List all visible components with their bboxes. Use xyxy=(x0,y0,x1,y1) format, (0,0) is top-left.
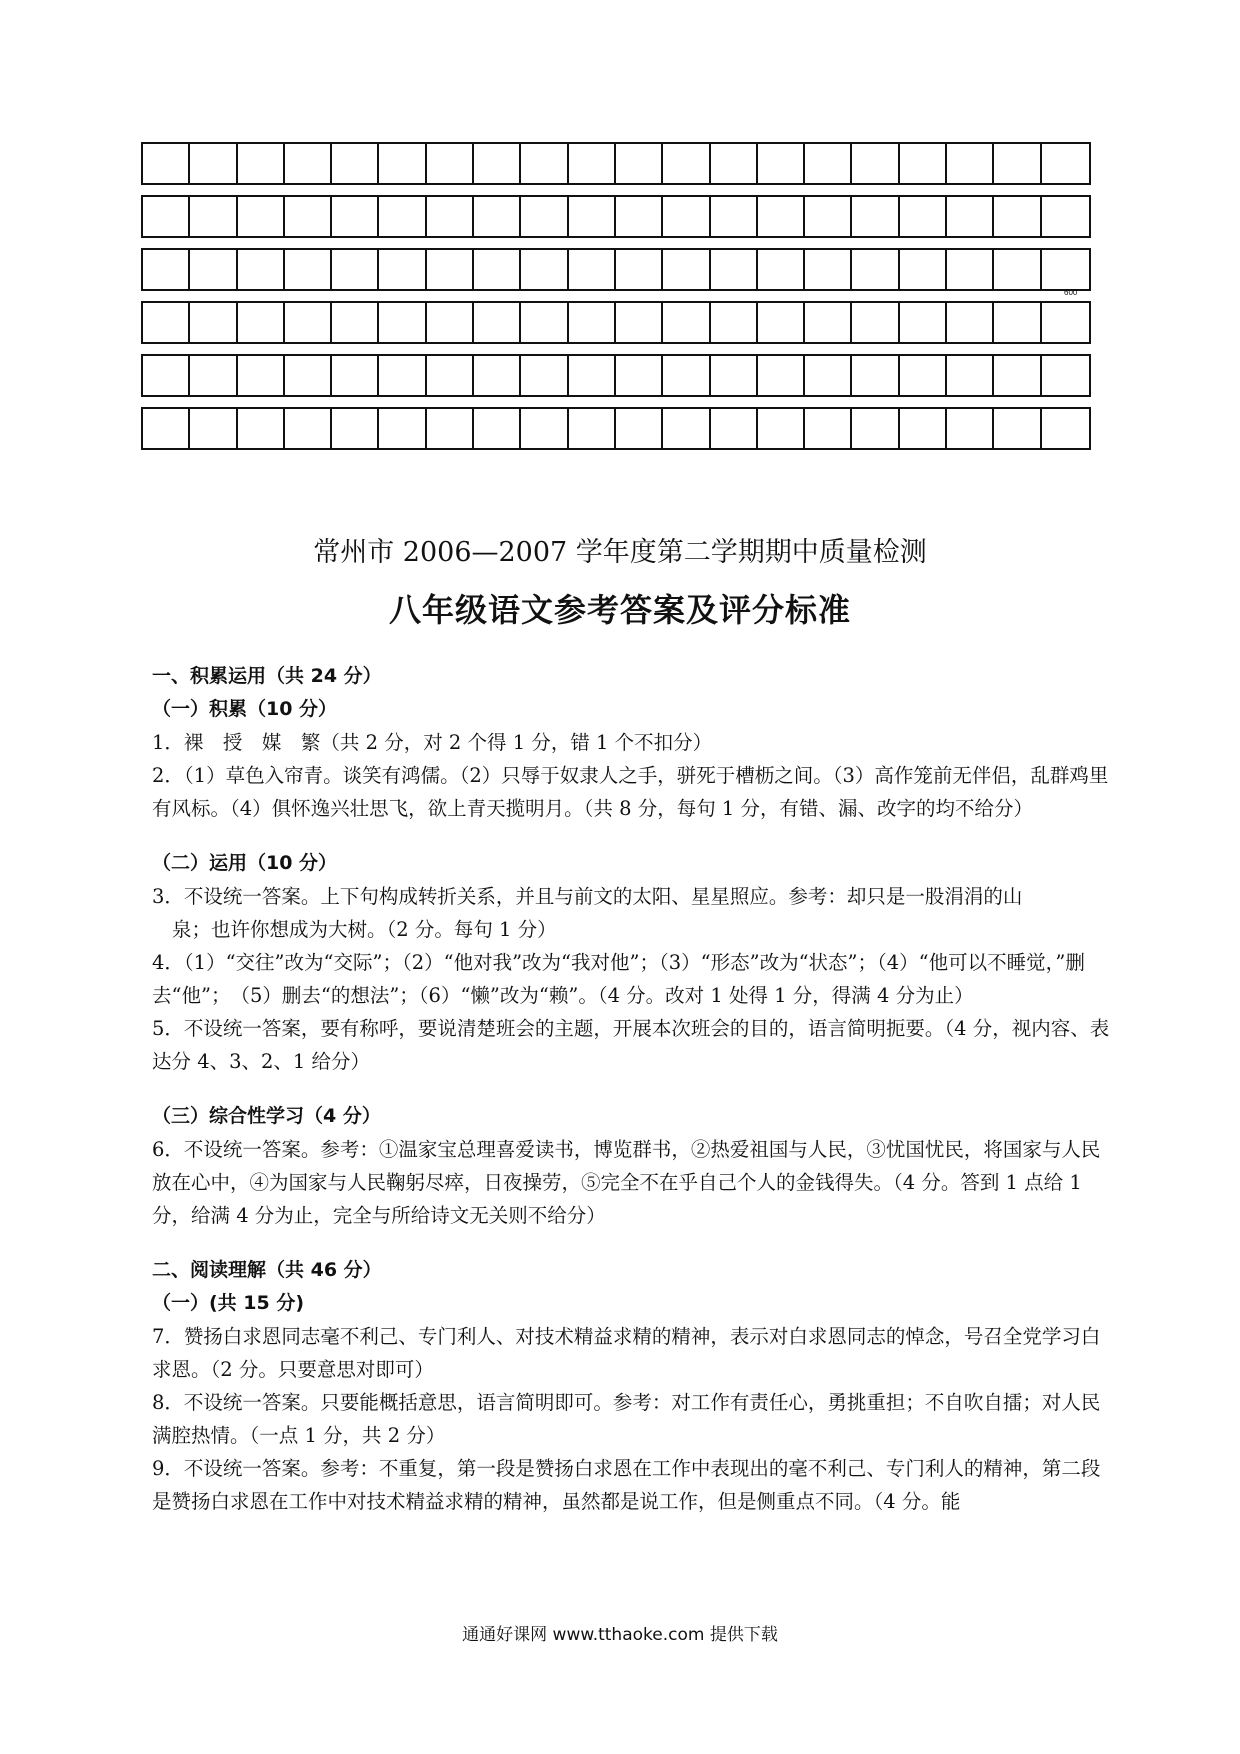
grid-cell xyxy=(190,250,237,289)
grid-cell xyxy=(616,144,663,183)
grid-cell xyxy=(521,197,568,236)
grid-cell xyxy=(663,197,710,236)
grid-cell xyxy=(238,144,285,183)
grid-cell xyxy=(238,356,285,395)
grid-cell xyxy=(711,356,758,395)
grid-cell xyxy=(994,303,1041,342)
grid-cell xyxy=(947,197,994,236)
grid-cell xyxy=(474,356,521,395)
grid-cell xyxy=(711,250,758,289)
grid-cell xyxy=(852,303,899,342)
grid-cell xyxy=(379,144,426,183)
answer-item: 9．不设统一答案。参考：不重复，第一段是赞扬白求恩在工作中表现出的毫不利己、专门利人的精神，第二段是赞扬白求恩在工作中对技术精益求精的精神，虽然都是说工作，但是侧重点不同。（4 分。能 xyxy=(152,1457,1101,1513)
grid-cell xyxy=(521,144,568,183)
grid-cell xyxy=(994,356,1041,395)
grid-cell xyxy=(900,409,947,448)
grid-cell xyxy=(758,409,805,448)
grid-cell xyxy=(474,197,521,236)
grid-cell xyxy=(474,409,521,448)
grid-cell xyxy=(143,409,190,448)
grid-cell xyxy=(379,356,426,395)
grid-cell xyxy=(190,197,237,236)
grid-cell xyxy=(994,409,1041,448)
grid-cell xyxy=(285,356,332,395)
grid-cell xyxy=(190,144,237,183)
exam-heading: 常州市 2006—2007 学年度第二学期期中质量检测 xyxy=(313,537,927,568)
grid-cell xyxy=(805,144,852,183)
grid-cell xyxy=(521,250,568,289)
grid-cell xyxy=(569,409,616,448)
answer-key-body xyxy=(152,660,1114,1518)
grid-cell xyxy=(427,250,474,289)
grid-cell xyxy=(569,144,616,183)
grid-cell xyxy=(238,303,285,342)
grid-cell xyxy=(616,409,663,448)
grid-cell xyxy=(616,250,663,289)
grid-cell xyxy=(947,409,994,448)
grid-cell xyxy=(758,250,805,289)
grid-count-marker: 600 xyxy=(1064,288,1078,297)
grid-cell xyxy=(569,197,616,236)
grid-cell xyxy=(758,356,805,395)
grid-cell xyxy=(1042,144,1089,183)
grid-cell xyxy=(663,144,710,183)
grid-cell xyxy=(994,144,1041,183)
grid-cell xyxy=(427,356,474,395)
grid-cell xyxy=(521,303,568,342)
grid-cell xyxy=(521,356,568,395)
answer-item: 3．不设统一答案。上下句构成转折关系，并且与前文的太阳、星星照应。参考：却只是一股涓涓的山 xyxy=(152,885,1023,908)
grid-cell xyxy=(805,303,852,342)
grid-cell xyxy=(379,197,426,236)
grid-cell xyxy=(852,250,899,289)
grid-cell xyxy=(332,409,379,448)
grid-cell xyxy=(663,303,710,342)
grid-cell xyxy=(190,303,237,342)
grid-cell xyxy=(379,250,426,289)
answer-item: 8．不设统一答案。只要能概括意思，语言简明即可。参考：对工作有责任心，勇挑重担；不自吹自擂；对人民满腔热情。（一点 1 分，共 2 分） xyxy=(152,1391,1101,1447)
grid-cell xyxy=(238,409,285,448)
footer-credit: 通通好课网 www.tthaoke.com 提供下载 xyxy=(462,1625,778,1645)
grid-cell xyxy=(805,250,852,289)
grid-cell xyxy=(332,144,379,183)
grid-cell xyxy=(1042,356,1089,395)
grid-cell xyxy=(474,250,521,289)
grid-cell xyxy=(900,303,947,342)
grid-cell xyxy=(663,409,710,448)
subsection-heading: （一）积累（10 分） xyxy=(152,698,338,720)
grid-cell xyxy=(1042,250,1089,289)
grid-cell xyxy=(569,303,616,342)
grid-cell xyxy=(190,409,237,448)
grid-cell xyxy=(332,356,379,395)
grid-cell xyxy=(285,144,332,183)
grid-cell xyxy=(711,197,758,236)
grid-cell xyxy=(1042,197,1089,236)
grid-cell xyxy=(900,356,947,395)
grid-cell xyxy=(663,356,710,395)
writing-grid xyxy=(141,142,1091,460)
grid-cell xyxy=(569,250,616,289)
grid-cell xyxy=(143,250,190,289)
subsection-heading: （一）(共 15 分) xyxy=(152,1292,305,1314)
grid-cell xyxy=(805,409,852,448)
grid-cell xyxy=(663,250,710,289)
answer-item: 4．（1）“交往”改为“交际”；（2）“他对我”改为“我对他”；（3）“形态”改为“状态”；（4）“他可以不睡觉，”删去“他”； （5）删去“的想法”；（6）“懒”改为“赖”。（4 分。改对 1 处得 1 分，得满 4 分为止） xyxy=(152,951,1085,1007)
grid-cell xyxy=(758,144,805,183)
grid-cell xyxy=(427,409,474,448)
grid-cell xyxy=(616,303,663,342)
grid-row xyxy=(141,195,1091,238)
grid-cell xyxy=(758,197,805,236)
answer-item: 5．不设统一答案，要有称呼，要说清楚班会的主题，开展本次班会的目的，语言简明扼要。（4 分，视内容、表达分 4、3、2、1 给分） xyxy=(152,1017,1110,1073)
grid-cell xyxy=(805,356,852,395)
grid-cell xyxy=(711,409,758,448)
grid-cell xyxy=(947,356,994,395)
grid-cell xyxy=(616,356,663,395)
grid-row xyxy=(141,354,1091,397)
answer-item-continuation: 泉；也许你想成为大树。（2 分。每句 1 分） xyxy=(172,918,557,941)
section-heading: 一、积累运用（共 24 分） xyxy=(152,665,382,687)
grid-cell xyxy=(711,303,758,342)
grid-cell xyxy=(758,303,805,342)
grid-cell xyxy=(143,303,190,342)
grid-cell xyxy=(521,409,568,448)
grid-cell xyxy=(852,144,899,183)
answer-item: 2．（1）草色入帘青。谈笑有鸿儒。（2）只辱于奴隶人之手，骈死于槽枥之间。（3）高作笼前无伴侣，乱群鸡里有风标。（4）俱怀逸兴壮思飞，欲上青天揽明月。（共 8 分，每句 1 分，有错、漏、改字的均不给分） xyxy=(152,764,1109,820)
grid-cell xyxy=(474,303,521,342)
grid-cell xyxy=(143,197,190,236)
grid-cell xyxy=(427,144,474,183)
grid-cell xyxy=(994,197,1041,236)
grid-row xyxy=(141,142,1091,185)
answer-item: 7．赞扬白求恩同志毫不利己、专门利人、对技术精益求精的精神，表示对白求恩同志的悼念，号召全党学习白求恩。（2 分。只要意思对即可） xyxy=(152,1325,1101,1381)
answer-item: 1．裸 授 媒 繁（共 2 分，对 2 个得 1 分，错 1 个不扣分） xyxy=(152,731,713,754)
grid-cell xyxy=(947,144,994,183)
grid-cell xyxy=(852,409,899,448)
grid-cell xyxy=(285,409,332,448)
grid-cell xyxy=(143,144,190,183)
grid-cell xyxy=(427,197,474,236)
section-heading: 二、阅读理解（共 46 分） xyxy=(152,1259,382,1281)
grid-cell xyxy=(805,197,852,236)
grid-cell xyxy=(947,250,994,289)
grid-cell xyxy=(238,197,285,236)
grid-row xyxy=(141,407,1091,450)
grid-cell xyxy=(332,250,379,289)
grid-cell xyxy=(238,250,285,289)
grid-row xyxy=(141,248,1091,291)
grid-cell xyxy=(379,303,426,342)
grid-cell xyxy=(143,356,190,395)
grid-cell xyxy=(900,197,947,236)
grid-cell xyxy=(852,197,899,236)
grid-cell xyxy=(994,250,1041,289)
grid-cell xyxy=(900,144,947,183)
grid-cell xyxy=(616,197,663,236)
page-title: 八年级语文参考答案及评分标准 xyxy=(388,591,851,629)
grid-cell xyxy=(711,144,758,183)
grid-cell xyxy=(474,144,521,183)
grid-cell xyxy=(285,197,332,236)
subsection-heading: （三）综合性学习（4 分） xyxy=(152,1105,381,1127)
grid-cell xyxy=(1042,303,1089,342)
grid-cell xyxy=(379,409,426,448)
grid-cell xyxy=(190,356,237,395)
grid-cell xyxy=(332,303,379,342)
grid-cell xyxy=(569,356,616,395)
grid-row xyxy=(141,301,1091,344)
grid-cell xyxy=(900,250,947,289)
grid-cell xyxy=(852,356,899,395)
grid-cell xyxy=(427,303,474,342)
subsection-heading: （二）运用（10 分） xyxy=(152,852,338,874)
grid-cell xyxy=(1042,409,1089,448)
grid-cell xyxy=(947,303,994,342)
grid-cell xyxy=(332,197,379,236)
answer-item: 6．不设统一答案。参考：①温家宝总理喜爱读书，博览群书，②热爱祖国与人民，③忧国忧民，将国家与人民放在心中，④为国家与人民鞠躬尽瘁，日夜操劳，⑤完全不在乎自己个人的金钱得失。（4 分。答到 1 点给 1 分，给满 4 分为止，完全与所给诗文无关则不给分） xyxy=(152,1138,1101,1227)
grid-cell xyxy=(285,250,332,289)
grid-cell xyxy=(285,303,332,342)
